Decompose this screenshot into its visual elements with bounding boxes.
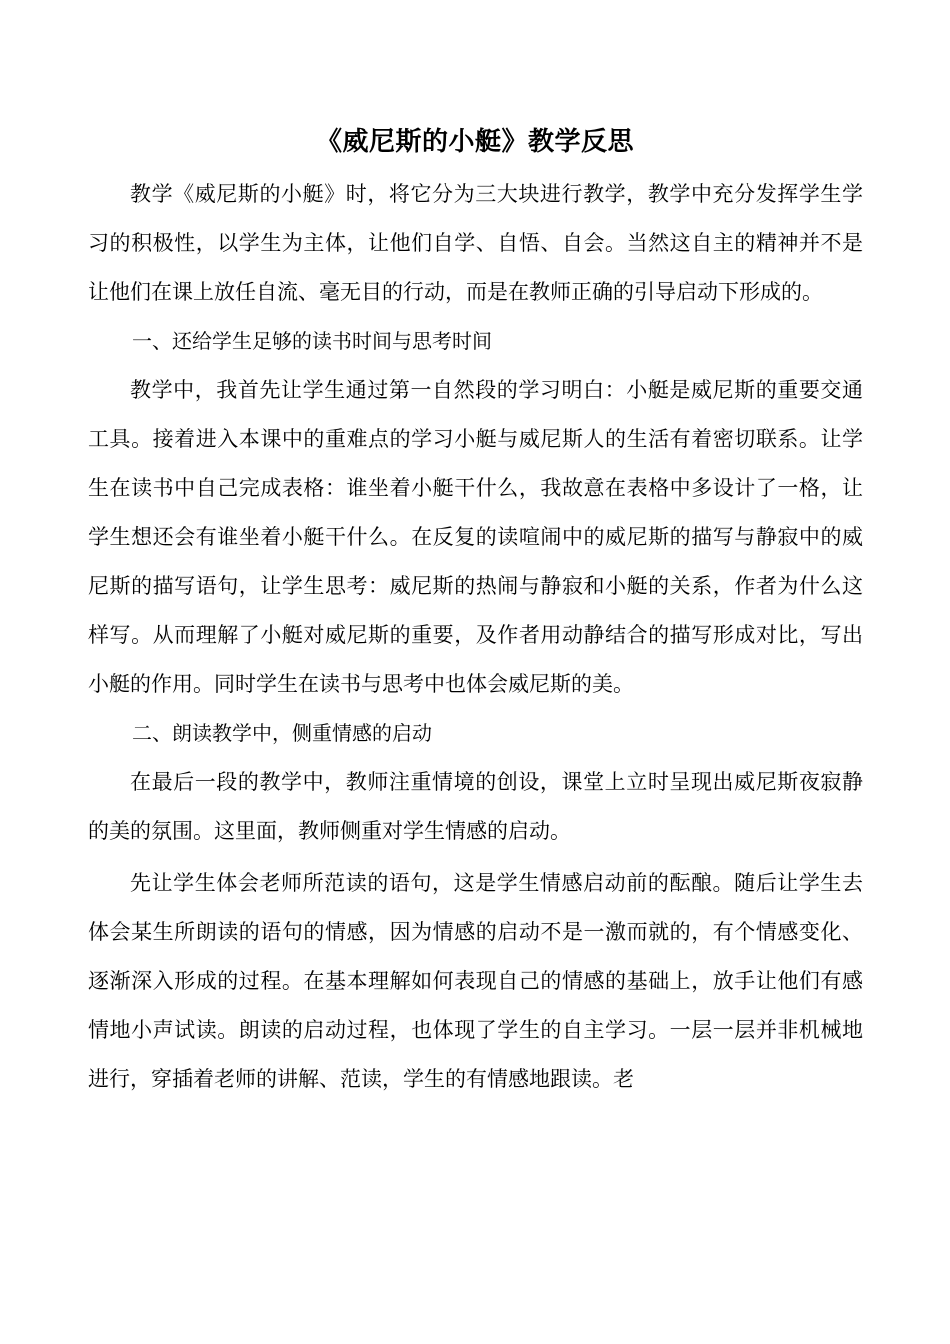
- document-body: [88, 170, 863, 1104]
- paragraph-section-2a: 在最后一段的教学中，教师注重情境的创设，课堂上立时呈现出威尼斯夜寂静的美的氛围。这里面，教师侧重对学生情感的启动。: [88, 770, 863, 843]
- paragraph-section-2b: 先让学生体会老师所范读的语句，这是学生情感启动前的酝酿。随后让学生去体会某生所朗读的语句的情感，因为情感的启动不是一激而就的，有个情感变化、逐渐深入形成的过程。在基本理解如何表现自己的情感的基础上，放手让他们有感情地小声试读。朗读的启动过程，也体现了学生的自主学习。一层一层并非机械地进行，穿插着老师的讲解、范读，学生的有情感地跟读。老: [88, 871, 863, 1091]
- document-title: 《威尼斯的小艇》教学反思: [315, 127, 634, 157]
- paragraph-section-1: 教学中，我首先让学生通过第一自然段的学习明白：小艇是威尼斯的重要交通工具。接着进入本课中的重难点的学习小艇与威尼斯人的生活有着密切联系。让学生在读书中自己完成表格：谁坐着小艇干什么，我故意在表格中多设计了一格，让学生想还会有谁坐着小艇干什么。在反复的读喧闹中的威尼斯的描写与静寂中的威尼斯的描写语句，让学生思考：威尼斯的热闹与静寂和小艇的关系，作者为什么这样写。从而理解了小艇对威尼斯的重要，及作者用动静结合的描写形成对比，写出小艇的作用。同时学生在读书与思考中也体会威尼斯的美。: [88, 378, 863, 696]
- section-heading-2: 二、朗读教学中，侧重情感的启动: [132, 721, 432, 745]
- paragraph-intro: 教学《威尼斯的小艇》时，将它分为三大块进行教学，教学中充分发挥学生学习的积极性，以学生为主体，让他们自学、自悟、自会。当然这自主的精神并不是让他们在课上放任自流、毫无目的行动，而是在教师正确的引导启动下形成的。: [88, 182, 863, 304]
- section-heading-1: 一、还给学生足够的读书时间与思考时间: [132, 329, 492, 353]
